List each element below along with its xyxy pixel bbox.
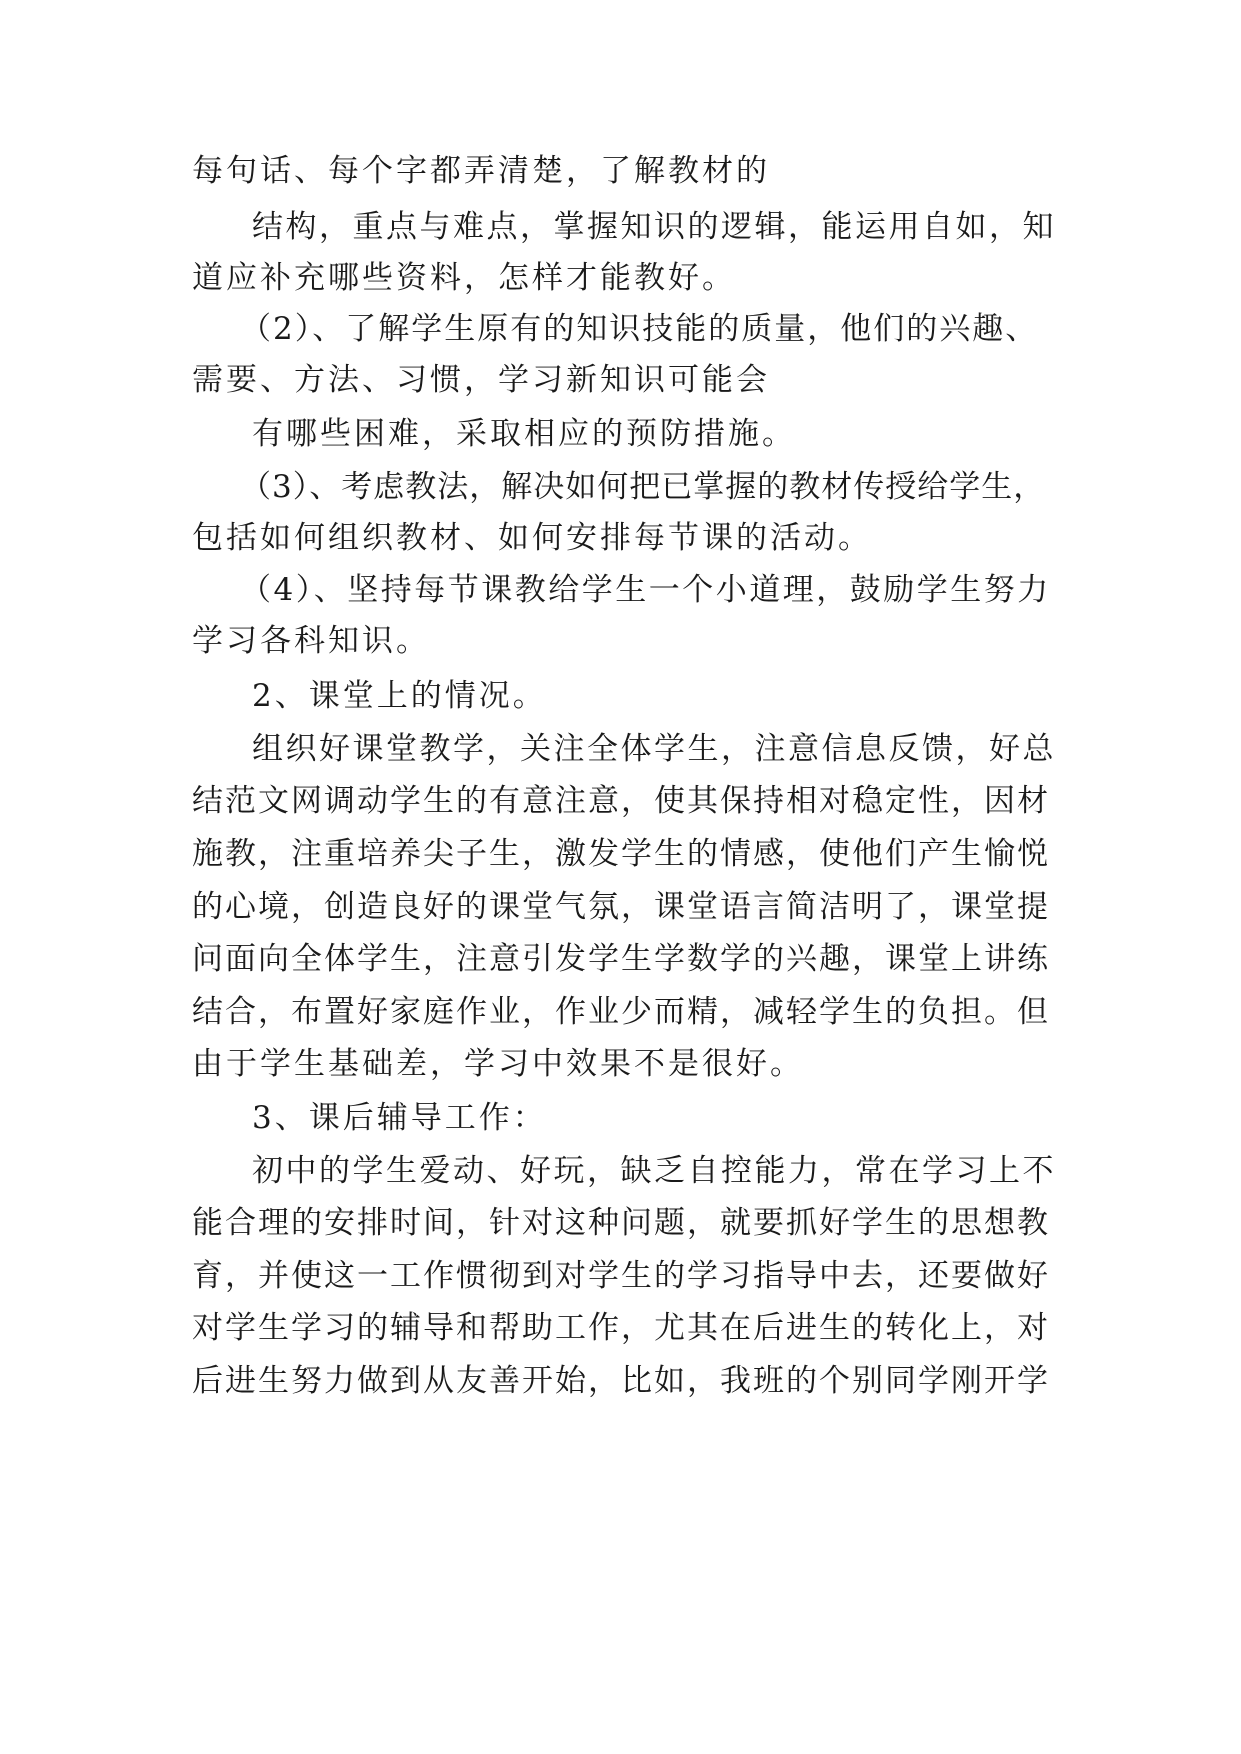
text-line-12: 组织好课堂教学，关注全体学生，注意信息反馈，好总 (252, 731, 1056, 767)
text-line-1: 每句话、每个字都弄清楚，了解教材的 (192, 153, 770, 189)
text-line-10: 学习各科知识。 (192, 623, 430, 659)
text-line-4: （2）、了解学生原有的知识技能的质量，他们的兴趣、 (240, 311, 1039, 347)
text-line-3: 道应补充哪些资料，怎样才能教好。 (192, 260, 736, 296)
text-line-20: 初中的学生爱动、好玩，缺乏自控能力，常在学习上不 (252, 1153, 1056, 1189)
text-line-2: 结构，重点与难点，掌握知识的逻辑，能运用自如，知 (252, 209, 1056, 245)
text-line-18: 由于学生基础差，学习中效果不是很好。 (192, 1046, 804, 1082)
text-line-13: 结范文网调动学生的有意注意，使其保持相对稳定性，因材 (192, 783, 1050, 819)
text-line-16: 问面向全体学生，注意引发学生学数学的兴趣，课堂上讲练 (192, 941, 1050, 977)
text-line-17: 结合，布置好家庭作业，作业少而精，减轻学生的负担。但 (192, 994, 1050, 1030)
text-line-8: 包括如何组织教材、如何安排每节课的活动。 (192, 520, 872, 556)
text-line-7: （3）、考虑教法，解决如何把已掌握的教材传授给学生， (240, 469, 1046, 505)
text-line-11: 2、课堂上的情况。 (252, 678, 547, 714)
text-line-6: 有哪些困难，采取相应的预防措施。 (252, 416, 796, 452)
text-line-24: 后进生努力做到从友善开始，比如，我班的个别同学刚开学 (192, 1363, 1050, 1399)
text-line-22: 育，并使这一工作惯彻到对学生的学习指导中去，还要做好 (192, 1258, 1050, 1294)
text-line-15: 的心境，创造良好的课堂气氛，课堂语言简洁明了，课堂提 (192, 889, 1050, 925)
text-line-21: 能合理的安排时间，针对这种问题，就要抓好学生的思想教 (192, 1205, 1050, 1241)
text-line-23: 对学生学习的辅导和帮助工作，尤其在后进生的转化上，对 (192, 1310, 1050, 1346)
text-line-14: 施教，注重培养尖子生，激发学生的情感，使他们产生愉悦 (192, 836, 1050, 872)
text-line-19: 3、课后辅导工作： (252, 1100, 547, 1136)
text-line-5: 需要、方法、习惯，学习新知识可能会 (192, 362, 770, 398)
text-line-9: （4）、坚持每节课教给学生一个小道理，鼓励学生努力 (240, 572, 1051, 608)
